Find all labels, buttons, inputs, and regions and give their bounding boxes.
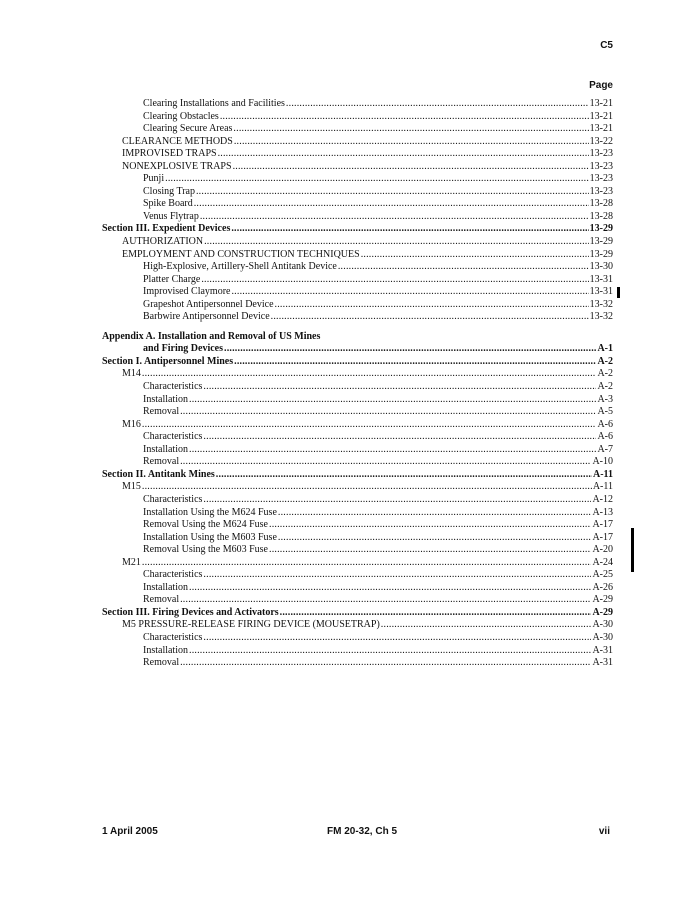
toc-entry bbox=[102, 582, 613, 595]
toc-entry-page: A-5 bbox=[597, 406, 613, 418]
toc-entry-page: A-1 bbox=[597, 343, 613, 355]
toc-entry-title: Clearing Installations and Facilities bbox=[143, 98, 285, 109]
toc-entry-title: Removal bbox=[143, 406, 180, 418]
toc-entry-page: A-25 bbox=[592, 569, 613, 581]
toc-entry bbox=[102, 186, 613, 199]
toc-entry-title: Removal bbox=[143, 657, 180, 669]
toc-entry bbox=[102, 211, 613, 224]
toc-entry bbox=[102, 469, 613, 482]
toc-entry-page: A-30 bbox=[592, 631, 613, 643]
dot-leader bbox=[180, 594, 591, 607]
toc-entry bbox=[102, 173, 613, 186]
toc-entry-title: AUTHORIZATION bbox=[122, 236, 204, 248]
toc-entry-page: A-2 bbox=[597, 368, 613, 380]
toc-entry-page: A-31 bbox=[592, 657, 613, 669]
toc-entry-page: A-31 bbox=[592, 644, 613, 656]
dot-leader bbox=[203, 494, 591, 507]
toc-entry bbox=[102, 161, 613, 174]
toc-entry bbox=[102, 444, 613, 457]
toc-entry-title: Section I. Antipersonnel Mines bbox=[102, 355, 234, 367]
toc-entry-page: 13-29 bbox=[589, 248, 613, 260]
toc-entry bbox=[102, 456, 613, 469]
dot-leader bbox=[269, 544, 591, 557]
toc-entry-title: Section III. Firing Devices and Activators bbox=[102, 606, 279, 618]
toc-entry-page: 13-30 bbox=[589, 261, 613, 273]
toc-entry bbox=[102, 136, 613, 149]
toc-entry bbox=[102, 356, 613, 369]
toc-entry-title: Characteristics bbox=[143, 431, 203, 443]
toc-entry-page: 13-23 bbox=[589, 185, 613, 197]
toc-entry bbox=[102, 544, 613, 557]
toc-entry-title: Characteristics bbox=[143, 493, 203, 505]
dot-leader bbox=[271, 311, 589, 324]
dot-leader bbox=[189, 444, 596, 457]
toc-entry-title: M16 bbox=[122, 418, 141, 430]
dot-leader bbox=[200, 211, 589, 224]
toc-entry bbox=[102, 381, 613, 394]
toc-entry-page: A-2 bbox=[597, 355, 613, 367]
toc-entry bbox=[102, 286, 613, 299]
toc-entry bbox=[102, 236, 613, 249]
toc-entry-title: Installation Using the M624 Fuse bbox=[143, 506, 277, 518]
toc-entry bbox=[102, 532, 613, 545]
toc-entry-page: A-12 bbox=[592, 493, 613, 505]
toc-entry-title: Clearing Secure Areas bbox=[143, 123, 233, 135]
toc-entry bbox=[102, 406, 613, 419]
toc-entry bbox=[102, 311, 613, 324]
dot-leader bbox=[189, 394, 596, 407]
dot-leader bbox=[231, 223, 588, 236]
toc-entry-page: 13-21 bbox=[589, 110, 613, 122]
toc-entry-page: A-24 bbox=[592, 556, 613, 568]
dot-leader bbox=[189, 582, 591, 595]
dot-leader bbox=[142, 419, 597, 432]
dot-leader bbox=[231, 286, 588, 299]
toc-entry bbox=[102, 569, 613, 582]
toc-entry-title: M14 bbox=[122, 368, 141, 380]
toc-entry-title: M15 bbox=[122, 481, 141, 493]
toc-entry-page: A-6 bbox=[597, 431, 613, 443]
toc-entry bbox=[102, 645, 613, 658]
dot-leader bbox=[338, 261, 589, 274]
dot-leader bbox=[269, 519, 591, 532]
toc-entry bbox=[102, 368, 613, 381]
dot-leader bbox=[142, 557, 592, 570]
toc-entry-title: EMPLOYMENT AND CONSTRUCTION TECHNIQUES bbox=[122, 248, 360, 260]
toc-entry-title: Punji bbox=[143, 173, 165, 185]
dot-leader bbox=[203, 569, 591, 582]
toc-entry-page: A-11 bbox=[592, 481, 613, 493]
toc-entry bbox=[102, 507, 613, 520]
footer-page-number: vii bbox=[598, 826, 610, 837]
toc-entry-title: NONEXPLOSIVE TRAPS bbox=[122, 160, 232, 172]
toc-entry-page: 13-31 bbox=[589, 273, 613, 285]
dot-leader bbox=[165, 173, 589, 186]
toc-entry-page: A-3 bbox=[597, 393, 613, 405]
toc-entry-page: 13-29 bbox=[589, 223, 613, 235]
toc-entry-page: A-29 bbox=[592, 594, 613, 606]
change-bar bbox=[617, 287, 620, 298]
dot-leader bbox=[224, 343, 596, 356]
toc-entry-title: Characteristics bbox=[143, 569, 203, 581]
toc-entry-title: Installation bbox=[143, 644, 188, 656]
toc-entry-title: Removal Using the M603 Fuse bbox=[143, 544, 268, 556]
dot-leader bbox=[196, 186, 589, 199]
dot-leader bbox=[220, 111, 589, 124]
toc-entry-title: High-Explosive, Artillery-Shell Antitank Device bbox=[143, 261, 337, 273]
toc-entry-title: Clearing Obstacles bbox=[143, 110, 219, 122]
toc-entry bbox=[102, 98, 613, 111]
toc-entry-page: A-17 bbox=[592, 531, 613, 543]
toc-entry-title: Spike Board bbox=[143, 198, 193, 210]
toc-entry bbox=[102, 632, 613, 645]
toc-entry-title: Installation bbox=[143, 393, 188, 405]
dot-leader bbox=[381, 619, 592, 632]
toc-entry-title: M5 PRESSURE-RELEASE FIRING DEVICE (MOUSETRAP) bbox=[122, 619, 380, 631]
toc-entry-title: Improvised Claymore bbox=[143, 286, 231, 298]
dot-leader bbox=[361, 249, 589, 262]
change-bar bbox=[631, 528, 634, 572]
toc-entry-page: 13-23 bbox=[589, 173, 613, 185]
toc-entry-page: 13-32 bbox=[589, 298, 613, 310]
dot-leader bbox=[234, 136, 589, 149]
dot-leader bbox=[280, 607, 592, 620]
toc-entry-title: Removal bbox=[143, 594, 180, 606]
toc-entry-page: A-30 bbox=[592, 619, 613, 631]
toc-entry bbox=[102, 261, 613, 274]
toc-entry-title: Characteristics bbox=[143, 381, 203, 393]
toc-entry-page: A-2 bbox=[597, 381, 613, 393]
toc-entry bbox=[102, 299, 613, 312]
toc-entry bbox=[102, 519, 613, 532]
toc-entry-page: A-7 bbox=[597, 443, 613, 455]
toc-entry-title: M21 bbox=[122, 556, 141, 568]
toc-entry bbox=[102, 198, 613, 211]
toc-entry bbox=[102, 594, 613, 607]
toc-entry-title: Venus Flytrap bbox=[143, 210, 199, 222]
toc-entry-title: Installation bbox=[143, 443, 188, 455]
dot-leader bbox=[203, 431, 596, 444]
toc-entry bbox=[102, 657, 613, 670]
toc-entry bbox=[102, 557, 613, 570]
toc-entry-page: 13-23 bbox=[589, 160, 613, 172]
toc-entry-page: 13-31 bbox=[589, 286, 613, 298]
dot-leader bbox=[278, 532, 592, 545]
toc-entry-title: Installation bbox=[143, 581, 188, 593]
dot-leader bbox=[180, 456, 591, 469]
toc-entry-title: Appendix A. Installation and Removal of US Mines bbox=[102, 330, 321, 342]
dot-leader bbox=[218, 148, 589, 161]
toc-entry-page: A-10 bbox=[592, 456, 613, 468]
dot-leader bbox=[194, 198, 589, 211]
toc-entry bbox=[102, 274, 613, 287]
toc-entry bbox=[102, 481, 613, 494]
toc-entry bbox=[102, 619, 613, 632]
toc-entry-page: 13-28 bbox=[589, 210, 613, 222]
toc-entry bbox=[102, 343, 613, 356]
change-number: C5 bbox=[600, 40, 613, 51]
toc-entry-page: A-17 bbox=[592, 519, 613, 531]
dot-leader bbox=[142, 481, 592, 494]
toc-entry bbox=[102, 249, 613, 262]
toc-entry-title: Barbwire Antipersonnel Device bbox=[143, 311, 270, 323]
toc-entry-page: 13-21 bbox=[589, 98, 613, 109]
dot-leader bbox=[275, 299, 589, 312]
dot-leader bbox=[203, 381, 596, 394]
dot-leader bbox=[234, 356, 596, 369]
toc-entry bbox=[102, 223, 613, 236]
toc-entry-page: A-11 bbox=[593, 468, 613, 480]
dot-leader bbox=[142, 368, 597, 381]
toc-entry-title: Removal Using the M624 Fuse bbox=[143, 519, 268, 531]
toc-entry-title: IMPROVISED TRAPS bbox=[122, 148, 217, 160]
dot-leader bbox=[203, 632, 591, 645]
footer-date: 1 April 2005 bbox=[102, 826, 158, 837]
dot-leader bbox=[201, 274, 588, 287]
dot-leader bbox=[180, 406, 596, 419]
toc-entry-title: Characteristics bbox=[143, 631, 203, 643]
toc-entry-title: Closing Trap bbox=[143, 185, 195, 197]
toc-entry bbox=[102, 148, 613, 161]
toc-entry-page: A-13 bbox=[592, 506, 613, 518]
toc-entry-title: Removal bbox=[143, 456, 180, 468]
toc-entry-page: A-26 bbox=[592, 581, 613, 593]
table-of-contents bbox=[102, 98, 613, 670]
toc-entry-title: Platter Charge bbox=[143, 273, 201, 285]
toc-entry-title: Section II. Antitank Mines bbox=[102, 468, 215, 480]
toc-entry-page: 13-21 bbox=[589, 123, 613, 135]
dot-leader bbox=[233, 123, 588, 136]
dot-leader bbox=[189, 645, 591, 658]
dot-leader bbox=[286, 98, 589, 111]
page-column-heading: Page bbox=[589, 80, 613, 91]
dot-leader bbox=[278, 507, 592, 520]
toc-entry bbox=[102, 607, 613, 620]
toc-entry-page: 13-23 bbox=[589, 148, 613, 160]
toc-entry-page: 13-28 bbox=[589, 198, 613, 210]
toc-entry-page: A-6 bbox=[597, 418, 613, 430]
toc-entry bbox=[102, 331, 613, 344]
dot-leader bbox=[233, 161, 589, 174]
dot-leader bbox=[180, 657, 591, 670]
toc-entry-title: Grapeshot Antipersonnel Device bbox=[143, 298, 274, 310]
toc-entry-page: A-20 bbox=[592, 544, 613, 556]
dot-leader bbox=[204, 236, 589, 249]
toc-entry-title: Section III. Expedient Devices bbox=[102, 223, 231, 235]
toc-entry-page: 13-32 bbox=[589, 311, 613, 323]
toc-entry bbox=[102, 394, 613, 407]
toc-entry-title: CLEARANCE METHODS bbox=[122, 135, 233, 147]
toc-entry bbox=[102, 494, 613, 507]
toc-entry-page: 13-29 bbox=[589, 236, 613, 248]
toc-entry-page: A-29 bbox=[592, 606, 613, 618]
toc-entry bbox=[102, 111, 613, 124]
toc-entry bbox=[102, 431, 613, 444]
toc-entry bbox=[102, 419, 613, 432]
toc-entry-title: and Firing Devices bbox=[143, 343, 223, 355]
footer-document-id: FM 20-32, Ch 5 bbox=[327, 826, 398, 837]
dot-leader bbox=[216, 469, 592, 482]
toc-entry bbox=[102, 123, 613, 136]
toc-entry-title: Installation Using the M603 Fuse bbox=[143, 531, 277, 543]
toc-entry-page: 13-22 bbox=[589, 135, 613, 147]
